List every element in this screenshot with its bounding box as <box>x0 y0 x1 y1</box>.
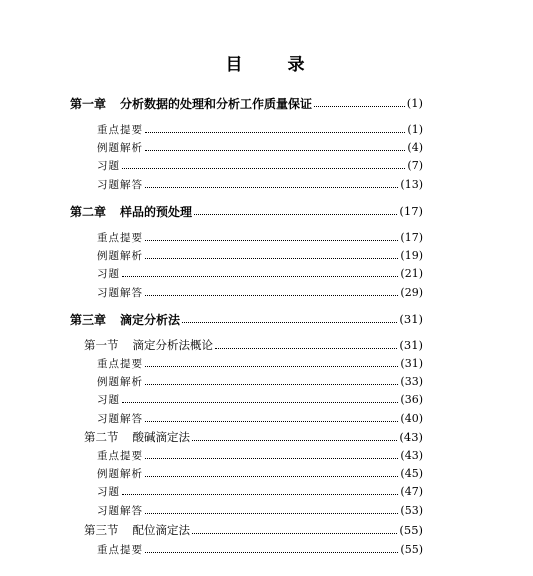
dot-leader <box>122 401 398 403</box>
page-number: (36) <box>400 392 423 406</box>
section-number: 第二节 <box>84 430 119 444</box>
item-label <box>97 484 120 499</box>
dot-leader <box>145 512 398 514</box>
page-number: (43) <box>399 430 423 444</box>
item-label <box>97 466 143 481</box>
item-label <box>97 542 143 557</box>
dot-leader <box>145 551 398 553</box>
page-number: (4) <box>407 140 423 154</box>
item-label <box>97 448 143 463</box>
page-number: (55) <box>399 523 423 537</box>
item-label <box>97 392 120 407</box>
page-number: (53) <box>400 503 423 517</box>
item-entry[interactable] <box>97 447 423 463</box>
title-char-2: 录 <box>287 55 308 75</box>
item-title: 例题解析 <box>97 467 143 480</box>
item-entry[interactable] <box>97 229 423 245</box>
item-label <box>97 177 143 192</box>
item-entry[interactable] <box>97 157 423 173</box>
dot-leader <box>192 439 397 441</box>
page-number: (31) <box>399 338 423 352</box>
section-entry[interactable] <box>84 429 423 445</box>
item-title: 重点提要 <box>97 357 143 370</box>
dot-leader <box>122 167 405 169</box>
page-number: (40) <box>400 411 423 425</box>
section-number: 第一节 <box>84 338 119 352</box>
dot-leader <box>145 149 405 151</box>
dot-leader <box>145 365 398 367</box>
page-number: (43) <box>400 448 423 462</box>
page-number: (55) <box>400 542 423 556</box>
item-label <box>97 248 143 263</box>
chapter-label <box>70 203 192 220</box>
dot-leader <box>314 105 405 107</box>
section-entry[interactable] <box>84 522 423 538</box>
item-label <box>97 122 143 137</box>
dot-leader <box>182 321 397 323</box>
chapter-number: 第一章 <box>70 96 107 111</box>
item-entry[interactable] <box>97 284 423 300</box>
item-label <box>97 140 143 155</box>
item-entry[interactable] <box>97 176 423 192</box>
page-number: (17) <box>400 230 423 244</box>
page-title <box>0 50 533 75</box>
title-char-1: 目 <box>225 55 246 75</box>
item-title: 习题 <box>97 267 120 280</box>
item-label <box>97 230 143 245</box>
dot-leader <box>145 475 398 477</box>
chapter-title: 分析数据的处理和分析工作质量保证 <box>120 96 313 111</box>
item-label <box>97 266 120 281</box>
section-title: 滴定分析法概论 <box>132 338 213 352</box>
item-entry[interactable] <box>97 483 423 499</box>
page-number: (13) <box>400 177 423 191</box>
page-number: (19) <box>400 248 423 262</box>
item-label <box>97 158 120 173</box>
item-label <box>97 356 143 371</box>
item-title: 习题解答 <box>97 412 143 425</box>
dot-leader <box>145 257 398 259</box>
item-title: 重点提要 <box>97 231 143 244</box>
section-number: 第三节 <box>84 523 119 537</box>
page-number: (47) <box>400 484 423 498</box>
dot-leader <box>145 239 398 241</box>
item-title: 例题解析 <box>97 141 143 154</box>
chapter-number: 第二章 <box>70 204 107 219</box>
page-number: (45) <box>400 466 423 480</box>
item-label <box>97 374 143 389</box>
dot-leader <box>215 347 397 349</box>
section-label <box>84 429 190 445</box>
section-title: 酸碱滴定法 <box>132 430 190 444</box>
page-number: (1) <box>407 122 423 136</box>
item-entry[interactable] <box>97 373 423 389</box>
item-title: 重点提要 <box>97 449 143 462</box>
chapter-entry[interactable] <box>70 95 423 111</box>
section-label <box>84 337 213 353</box>
dot-leader <box>122 275 398 277</box>
dot-leader <box>122 493 398 495</box>
dot-leader <box>145 294 398 296</box>
dot-leader <box>192 532 397 534</box>
page-number: (7) <box>407 158 423 172</box>
section-label <box>84 522 190 538</box>
chapter-entry[interactable] <box>70 203 423 219</box>
item-title: 习题解答 <box>97 178 143 191</box>
page-number: (33) <box>400 374 423 388</box>
item-title: 习题解答 <box>97 286 143 299</box>
chapter-title: 滴定分析法 <box>120 312 181 327</box>
dot-leader <box>145 131 405 133</box>
dot-leader <box>145 383 398 385</box>
item-entry[interactable] <box>97 410 423 426</box>
page-number: (31) <box>399 312 423 326</box>
dot-leader <box>145 186 398 188</box>
item-label <box>97 285 143 300</box>
item-label <box>97 503 143 518</box>
item-entry[interactable] <box>97 247 423 263</box>
page-number: (17) <box>399 204 423 218</box>
item-title: 习题 <box>97 393 120 406</box>
item-entry[interactable] <box>97 355 423 371</box>
chapter-label <box>70 311 180 328</box>
chapter-title: 样品的预处理 <box>120 204 193 219</box>
chapter-label <box>70 95 312 112</box>
chapter-number: 第三章 <box>70 312 107 327</box>
item-title: 习题解答 <box>97 504 143 517</box>
page-number: (29) <box>400 285 423 299</box>
item-entry[interactable] <box>97 265 423 281</box>
dot-leader <box>145 420 398 422</box>
item-title: 重点提要 <box>97 123 143 136</box>
page-number: (1) <box>406 96 423 110</box>
item-entry[interactable] <box>97 465 423 481</box>
dot-leader <box>194 213 397 215</box>
section-entry[interactable] <box>84 337 423 353</box>
dot-leader <box>145 457 398 459</box>
item-title: 例题解析 <box>97 375 143 388</box>
section-title: 配位滴定法 <box>132 523 190 537</box>
item-entry[interactable] <box>97 541 423 557</box>
page-number: (21) <box>400 266 423 280</box>
chapter-entry[interactable] <box>70 311 423 327</box>
item-title: 习题 <box>97 485 120 498</box>
item-entry[interactable] <box>97 121 423 137</box>
item-title: 例题解析 <box>97 249 143 262</box>
item-title: 重点提要 <box>97 543 143 556</box>
item-title: 习题 <box>97 159 120 172</box>
item-entry[interactable] <box>97 139 423 155</box>
page-number: (31) <box>400 356 423 370</box>
item-label <box>97 411 143 426</box>
item-entry[interactable] <box>97 502 423 518</box>
item-entry[interactable] <box>97 391 423 407</box>
